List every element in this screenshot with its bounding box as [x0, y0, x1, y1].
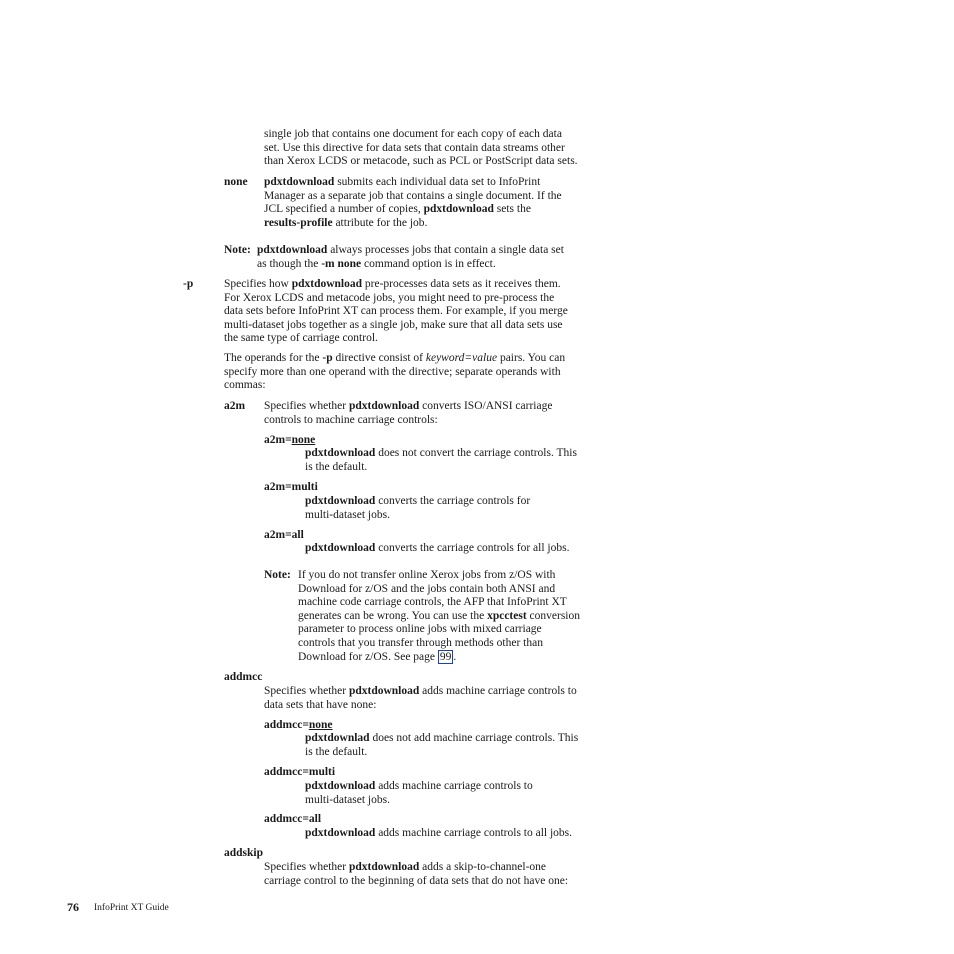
option-name: -p — [322, 352, 333, 364]
text-line: Download for z/OS. See page 99 . — [298, 650, 457, 663]
text-line: pdxtdownload converts the carriage controls for — [305, 495, 531, 507]
text-line: carriage control to the beginning of data sets that do not have one: — [264, 874, 569, 887]
command-name: pdxtdownload — [305, 542, 376, 554]
command-name: xpcctest — [487, 609, 527, 622]
none-definition — [264, 176, 562, 230]
text-line: Specifies whether pdxtdownload adds machine carriage controls to — [264, 685, 577, 697]
term-a2m: a2m — [224, 400, 246, 412]
note-label: Note: — [224, 244, 251, 256]
text-line: specify more than one operand with the directive; separate operands with — [224, 365, 561, 378]
text-line: Specifies whether pdxtdownload converts ISO/ANSI carriage — [264, 400, 553, 412]
text-line: Specifies how pdxtdownload pre-processes data sets as it receives them. — [224, 278, 561, 290]
a2m-all-definition — [305, 542, 569, 556]
a2m-none-definition — [305, 447, 577, 474]
term-addmcc-none: addmcc=none — [264, 719, 333, 731]
text-line: multi-dataset jobs. — [305, 508, 390, 521]
term-p: -p — [183, 278, 194, 290]
text-line: results-profile attribute for the job. — [264, 216, 428, 229]
term-addmcc-all: addmcc=all — [264, 813, 322, 825]
term-addmcc-multi: addmcc=multi — [264, 766, 336, 778]
term-addmcc: addmcc — [224, 671, 263, 683]
text-line: multi-dataset jobs. — [305, 793, 390, 806]
addmcc-all-definition — [305, 827, 572, 841]
command-name: pdxtdownload — [257, 244, 328, 256]
page-number: 76 — [67, 900, 79, 914]
text-line: set. Use this directive for data sets that contain data streams other — [264, 141, 565, 154]
addmcc-definition — [264, 685, 577, 712]
a2m-multi-definition — [305, 495, 530, 522]
text-line: the same type of carriage control. — [224, 332, 378, 345]
text-line: multi-dataset jobs together as a single job, make sure that all data sets use — [224, 318, 563, 331]
term-none: none — [224, 176, 248, 188]
keyword-value: keyword=value — [425, 352, 498, 364]
text-line: is the default. — [305, 745, 368, 758]
addmcc-multi-definition — [305, 780, 533, 807]
text-line: pdxtdownload adds machine carriage controls to all jobs. — [305, 827, 573, 839]
note-label: Note: — [264, 569, 291, 581]
term-a2m-all: a2m=all — [264, 529, 304, 541]
note-text — [257, 244, 564, 271]
intro-paragraph — [264, 128, 578, 169]
text-line: JCL specified a number of copies, pdxtdownload sets the — [264, 203, 531, 216]
option-name: -m none — [321, 257, 362, 270]
a2m-definition — [264, 400, 552, 427]
addskip-definition — [264, 861, 568, 888]
note-text — [298, 569, 580, 664]
text-line: data sets before InfoPrint XT can process them. For example, if you merge — [224, 305, 568, 318]
text-line: The operands for the -p directive consist of keyword=value pairs. You can — [224, 352, 566, 364]
command-name: pdxtdownload — [305, 827, 376, 839]
text-line: than Xerox LCDS or metacode, such as PCL or PostScript data sets. — [264, 155, 578, 168]
attribute-name: results-profile — [264, 216, 333, 229]
addmcc-none-definition — [305, 732, 578, 759]
text-line: pdxtdownlad does not add machine carriage controls. This — [305, 732, 579, 744]
text-line: controls that you transfer through methods other than — [298, 636, 543, 649]
command-name: pdxtdownload — [291, 278, 363, 290]
text-line: pdxtdownload always processes jobs that contain a single data set — [257, 244, 564, 256]
text-line: controls to machine carriage controls: — [264, 413, 438, 426]
command-name: pdxtdownload — [348, 400, 420, 412]
command-name: pdxtdownload — [348, 861, 420, 873]
term-a2m-none: a2m=none — [264, 434, 316, 446]
text-line: pdxtdownload submits each individual data set to InfoPrint — [264, 176, 541, 188]
operands-paragraph — [224, 352, 565, 393]
text-line: Download for z/OS and the jobs contain both ANSI and — [298, 582, 556, 595]
text-line: pdxtdownload converts the carriage controls for all jobs. — [305, 542, 570, 554]
text-line: as though the -m none command option is in effect. — [257, 257, 496, 270]
text-line: Manager as a separate job that contains a single document. If the — [264, 189, 562, 202]
text-line: parameter to process online jobs with mixed carriage — [298, 623, 542, 636]
command-name: pdxtdownload — [305, 495, 376, 507]
text-line: single job that contains one document for each copy of each data — [264, 128, 562, 140]
command-name: pdxtdownload — [305, 447, 376, 459]
term-a2m-multi: a2m=multi — [264, 481, 318, 493]
text-line: data sets that have none: — [264, 698, 377, 711]
text-line: For Xerox LCDS and metacode jobs, you might need to pre-process the — [224, 291, 555, 304]
text-line: machine code carriage controls, the AFP that InfoPrint XT — [298, 596, 567, 609]
command-name: pdxtdownload — [423, 203, 494, 216]
command-name: pdxtdownload — [348, 685, 420, 697]
command-name: pdxtdownload — [305, 780, 376, 792]
text-line: is the default. — [305, 460, 368, 473]
term-addskip: addskip — [224, 847, 264, 859]
text-line: pdxtdownload does not convert the carriage controls. This — [305, 447, 577, 459]
text-line: If you do not transfer online Xerox jobs from z/OS with — [298, 569, 556, 581]
command-name: pdxtdownlad — [305, 732, 370, 744]
page-link[interactable]: 99 — [439, 650, 452, 663]
text-line: Specifies whether pdxtdownload adds a skip-to-channel-one — [264, 861, 547, 873]
p-definition — [224, 278, 568, 346]
text-line: generates can be wrong. You can use the xpcctest conversion — [298, 609, 580, 622]
text-line: commas: — [224, 379, 266, 392]
text-line: pdxtdownload adds machine carriage controls to — [305, 780, 533, 792]
command-name: pdxtdownload — [264, 176, 335, 188]
book-title: InfoPrint XT Guide — [94, 903, 169, 913]
